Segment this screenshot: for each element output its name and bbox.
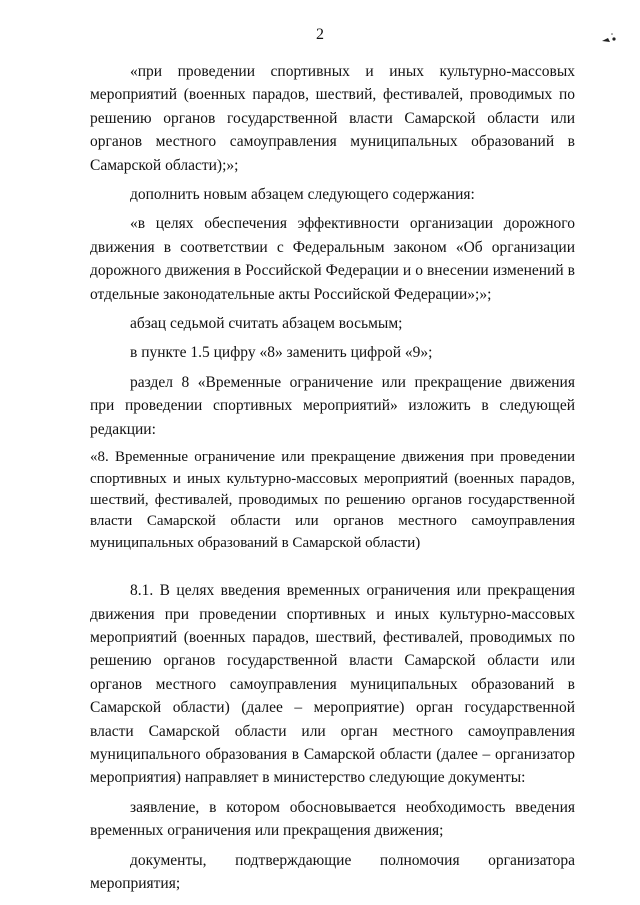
paragraph-documents: документы, подтверждающие полномочия организатора мероприятия; [90,851,575,892]
paragraph-add-clause: дополнить новым абзацем следующего содержания: [130,186,475,204]
paragraph-amendment-quote: «при проведении спортивных и иных культурно-массовых мероприятий (военных парадов, шествий, фестивалей, проводимых по решению органов государственной власти Самарской области или органов местного самоуправления муниципальных образований в Самарской области);»; [90,63,575,174]
section-heading: «8. Временные ограничение или прекращение движения при проведении спортивных и иных культурно-массовых мероприятий (военных парадов, шествий, фестивалей, проводимых по решению органов государственной власти Самарской области или органов местного самоуправления муниципальных образований в Самарской области) [90,449,575,551]
paragraph-replace-digit: в пункте 1.5 цифру «8» заменить цифрой «9»; [130,344,433,362]
document-body [90,60,575,895]
paragraph-new-clause: «в целях обеспечения эффективности организации дорожного движения в соответствии с Федеральным законом «Об организации дорожного движения в Российской Федерации и о внесении изменений в отдельные законодательные акты Российской Федерации»;»; [90,215,575,303]
paragraph-application: заявление, в котором обосновывается необходимость введения временных ограничения или прекращения движения; [90,798,575,840]
paragraph-8-1: 8.1. В целях введения временных ограничения или прекращения движения при проведении спортивных и иных культурно-массовых мероприятий (военных парадов, шествий, фестивалей, проводимых по решению органов государственной власти Самарской области или органов местного самоуправления муниципальных образований в Самарской области) (далее – мероприятие) орган государственной власти Самарской области или орган местного самоуправления муниципального образования в Самарской области (далее – организатор мероприятия) направляет в министерство следующие документы: [90,582,575,787]
page-number: 2 [316,26,324,43]
paragraph-renumber: абзац седьмой считать абзацем восьмым; [130,315,403,333]
paragraph-section-8: раздел 8 «Временные ограничение или прекращение движения при проведении спортивных мероприятий» изложить в следующей редакции: [90,373,575,438]
scan-mark-icon [600,32,620,46]
